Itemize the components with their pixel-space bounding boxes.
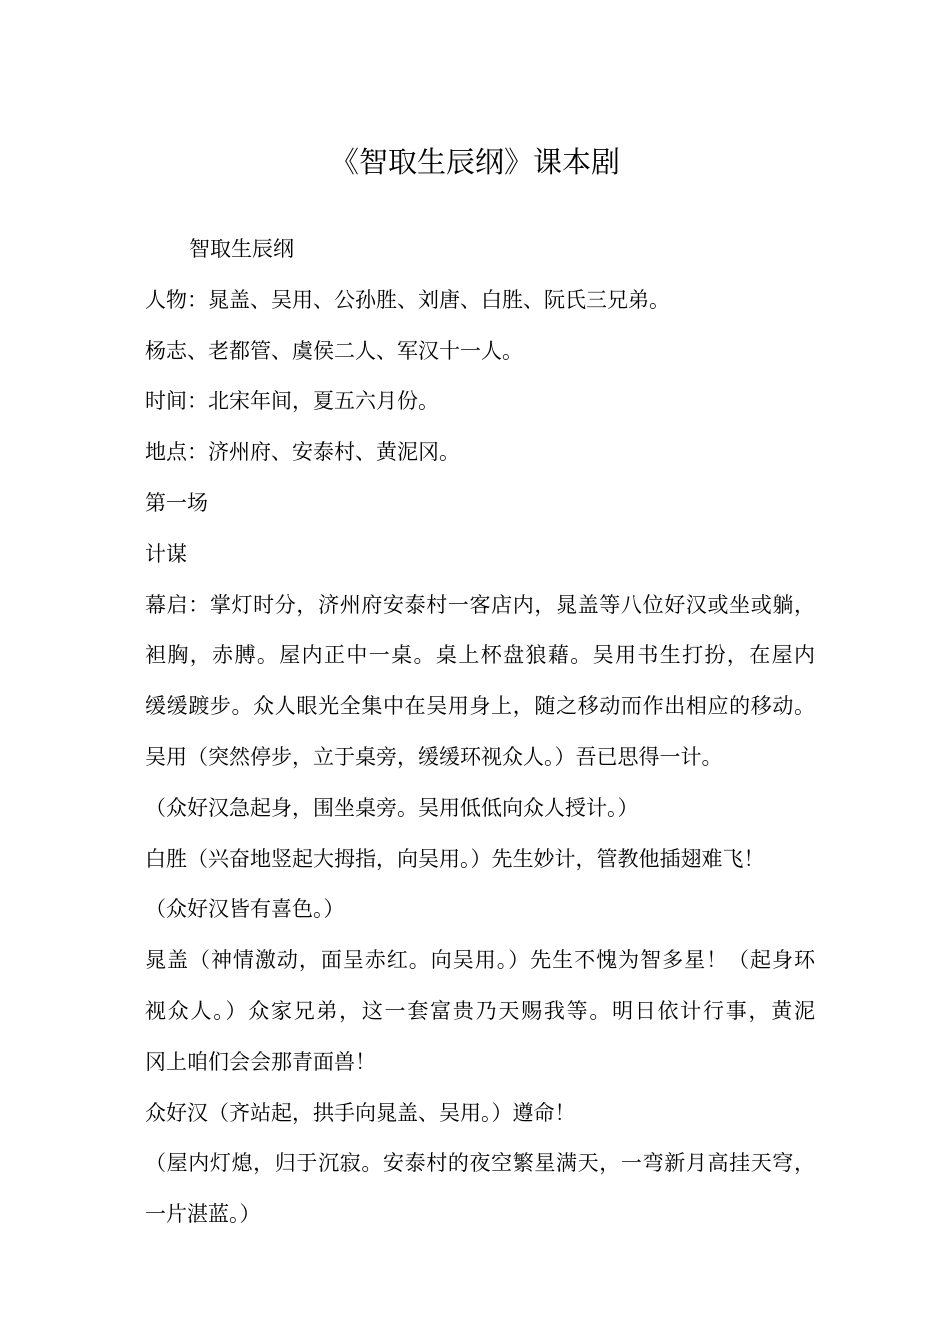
dialogue-line: 众好汉（齐站起，拱手向晁盖、吴用。）遵命！ — [145, 1100, 576, 1125]
scene-title: 计谋 — [145, 541, 187, 566]
stage-direction-line: （屋内灯熄，归于沉寂。安泰村的夜空繁星满天，一弯新月高挂天穹， — [145, 1151, 815, 1176]
stage-direction-line: 袒胸，赤膊。屋内正中一桌。桌上杯盘狼藉。吴用书生打扮，在屋内 — [145, 643, 815, 668]
paragraph-location: 地点：济州府、安泰村、黄泥冈。 — [145, 440, 460, 465]
dialogue-line: 吴用（突然停步，立于桌旁，缓缓环视众人。）吾已思得一计。 — [145, 744, 723, 769]
dialogue-line: 冈上咱们会会那青面兽！ — [145, 1049, 376, 1074]
paragraph-time: 时间：北宋年间，夏五六月份。 — [145, 389, 439, 414]
document-body — [145, 231, 815, 1247]
dialogue-line: 白胜（兴奋地竖起大拇指，向吴用。）先生妙计，管教他插翅难飞！ — [145, 846, 765, 871]
scene-number: 第一场 — [145, 490, 208, 515]
stage-direction-line: 缓缓踱步。众人眼光全集中在吴用身上，随之移动而作出相应的移动。 — [145, 694, 815, 719]
paragraph-characters-continued: 杨志、老都管、虞侯二人、军汉十一人。 — [145, 338, 523, 363]
stage-direction-line: 幕启：掌灯时分，济州府安泰村一客店内，晁盖等八位好汉或坐或躺， — [145, 592, 815, 617]
document-title: 《智取生辰纲》课本剧 — [329, 145, 620, 179]
paragraph-characters: 人物：晁盖、吴用、公孙胜、刘唐、白胜、阮氏三兄弟。 — [145, 287, 670, 312]
stage-direction-line: （众好汉皆有喜色。） — [145, 897, 345, 922]
stage-direction-line: 一片湛蓝。） — [145, 1202, 261, 1227]
dialogue-line: 视众人。）众家兄弟，这一套富贵乃天赐我等。明日依计行事，黄泥 — [145, 998, 815, 1023]
dialogue-line: 晁盖（神情激动，面呈赤红。向吴用。）先生不愧为智多星！（起身环 — [145, 948, 815, 973]
play-heading: 智取生辰纲 — [189, 237, 294, 261]
stage-direction-line: （众好汉急起身，围坐桌旁。吴用低低向众人授计。） — [145, 795, 639, 820]
